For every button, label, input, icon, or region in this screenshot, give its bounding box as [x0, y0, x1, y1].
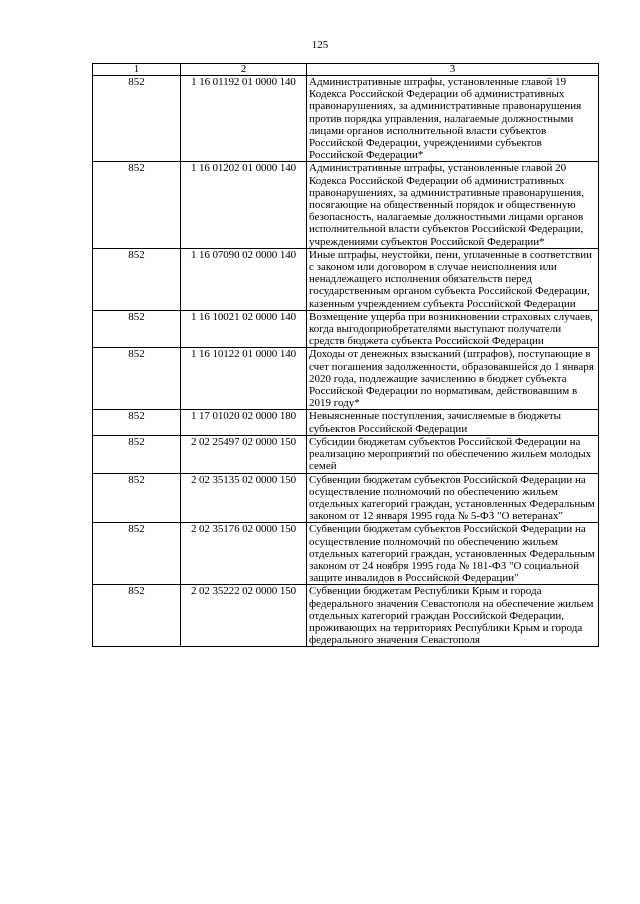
admin-code-cell: 852: [93, 248, 181, 310]
admin-code-cell: 852: [93, 523, 181, 585]
description-cell: Субвенции бюджетам субъектов Российской Федерации на осуществление полномочий по обеспечению жильем отдельных категорий граждан, установленных Федеральным законом от 24 ноября 1995 года № 181-ФЗ "О социальной защите инвалидов в Российской Федерации": [307, 523, 599, 585]
description-cell: Административные штрафы, установленные главой 20 Кодекса Российской Федерации об административных правонарушениях, за административные правонарушения, посягающие на общественный порядок и общественную безопасность, налагаемые должностными лицами органов исполнительной власти субъектов Российской Федерации, учреждениями субъектов Российской Федерации*: [307, 162, 599, 248]
table-row: [93, 435, 599, 473]
revenue-codes-table: [92, 63, 599, 647]
description-cell: Административные штрафы, установленные главой 19 Кодекса Российской Федерации об административных правонарушениях, за административные правонарушения против порядка управления, налагаемые должностными лицами органов исполнительной власти субъектов Российской Федерации, учреждениями субъектов Российской Федерации*: [307, 76, 599, 162]
admin-code-cell: 852: [93, 410, 181, 435]
description-cell: Иные штрафы, неустойки, пени, уплаченные в соответствии с законом или договором в случае неисполнения или ненадлежащего исполнения обязательств перед государственным органом субъекта Российской Федерации, казенным учреждением субъекта Российской Федерации: [307, 248, 599, 310]
table-row: [93, 76, 599, 162]
budget-code-cell: 2 02 35176 02 0000 150: [181, 523, 307, 585]
description-cell: Доходы от денежных взысканий (штрафов), поступающие в счет погашения задолженности, образовавшейся до 1 января 2020 года, подлежащие зачислению в бюджет субъекта Российской Федерации по нормативам, действовавшим в 2019 году*: [307, 348, 599, 410]
budget-code-cell: 2 02 35135 02 0000 150: [181, 473, 307, 523]
table-row: [93, 410, 599, 435]
budget-code-cell: 1 16 01192 01 0000 140: [181, 76, 307, 162]
page-number: 125: [311, 39, 329, 51]
admin-code-cell: 852: [93, 162, 181, 248]
budget-code-cell: 1 17 01020 02 0000 180: [181, 410, 307, 435]
table-row: [93, 248, 599, 310]
budget-code-cell: 2 02 35222 02 0000 150: [181, 585, 307, 647]
budget-code-cell: 2 02 25497 02 0000 150: [181, 435, 307, 473]
description-cell: Невыясненные поступления, зачисляемые в бюджеты субъектов Российской Федерации: [307, 410, 599, 435]
column-header: 2: [181, 64, 307, 76]
admin-code-cell: 852: [93, 473, 181, 523]
table-row: [93, 310, 599, 348]
table-header-row: [93, 64, 599, 76]
column-header: 1: [93, 64, 181, 76]
table-row: [93, 162, 599, 248]
description-cell: Субсидии бюджетам субъектов Российской Федерации на реализацию мероприятий по обеспечению жильем молодых семей: [307, 435, 599, 473]
admin-code-cell: 852: [93, 76, 181, 162]
description-cell: Субвенции бюджетам субъектов Российской Федерации на осуществление полномочий по обеспечению жильем отдельных категорий граждан, установленных Федеральным законом от 12 января 1995 года № 5-ФЗ "О ветеранах": [307, 473, 599, 523]
table-row: [93, 348, 599, 410]
admin-code-cell: 852: [93, 348, 181, 410]
table-row: [93, 473, 599, 523]
admin-code-cell: 852: [93, 585, 181, 647]
column-header: 3: [307, 64, 599, 76]
table-row: [93, 523, 599, 585]
description-cell: Субвенции бюджетам Республики Крым и города федерального значения Севастополя на обеспечение жильем отдельных категорий граждан Российской Федерации, проживающих на территориях Республики Крым и города федерального значения Севастополя: [307, 585, 599, 647]
budget-code-cell: 1 16 01202 01 0000 140: [181, 162, 307, 248]
budget-code-cell: 1 16 10122 01 0000 140: [181, 348, 307, 410]
budget-code-cell: 1 16 07090 02 0000 140: [181, 248, 307, 310]
admin-code-cell: 852: [93, 435, 181, 473]
admin-code-cell: 852: [93, 310, 181, 348]
description-cell: Возмещение ущерба при возникновении страховых случаев, когда выгодоприобретателями выступают получатели средств бюджета субъекта Российской Федерации: [307, 310, 599, 348]
table-row: [93, 585, 599, 647]
budget-code-cell: 1 16 10021 02 0000 140: [181, 310, 307, 348]
